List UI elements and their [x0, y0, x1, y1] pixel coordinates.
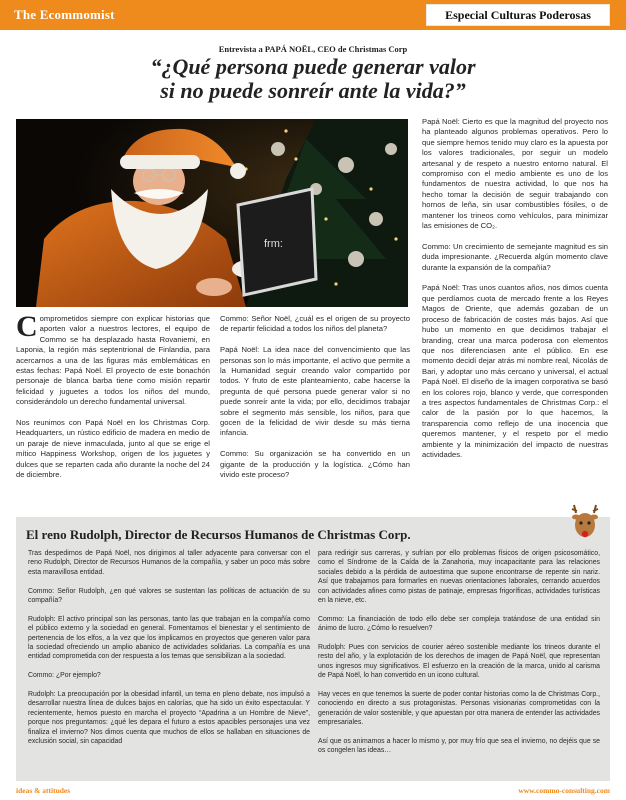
reindeer-icon: [568, 501, 602, 545]
header-bar: [0, 0, 626, 30]
paragraph: Commo: La financiación de todo ello debe ser compleja tratándose de una entidad sin ánimo de lucro. ¿Cómo lo resuelven?: [318, 615, 600, 633]
intro-paragraph: Comprometidos siempre con explicar historias que aporten valor a nuestros lectores, el equipo de Commo se ha desplazado hasta Rovaniemi, en Laponia, la región más septentrional de Finlandia, para acercarnos a una de las figuras más emblemáticas en estas fechas: Papá Noël. El proyecto de este bonachón personaje de blanca barba tiene como misión repartir felicidad y juguetes a todos los niños del mundo, considerándolo un derecho fundamental universal.: [16, 310, 210, 407]
article-column-2: [220, 314, 410, 480]
paragraph: Rudolph: Pues con servicios de courier aéreo sostenible mediante los trineos durante el resto del año, y la explotación de los derechos de imagen de Papá Noël, que representan unos ingresos muy significativos. El esfuerzo en la creación de la marca, unido al carisma de Papá Noël, lo han convertido en un icono cultural.: [318, 644, 600, 680]
paragraph: Commo: Su organización se ha convertido en un gigante de la producción y la logística. ¿Cómo han vivido este proceso?: [220, 449, 410, 480]
paragraph: Rudolph: El activo principal son las personas, tanto las que trabajan en la compañía como el público externo y la sociedad en general. Fomentamos el bienestar y el sentimiento de pertenencia de los elfos, a la vez que los implicamos en proyectos que generen valor para la sociedad ofreciendo un amplio abanico de actividades solidarias. La compañía es una entidad comprometida con der respuesta a los temas que sensibilizan a la sociedad.: [28, 615, 310, 661]
paragraph: Commo: Un crecimiento de semejante magnitud es sin duda impresionante. ¿Recuerda algún momento clave durante la expansión de la compañía?: [422, 241, 608, 272]
magazine-brand: The Ecommomist: [14, 7, 115, 22]
paragraph: Commo: Señor Noël, ¿cuál es el origen de su proyecto de repartir felicidad a todos los niños del planeta?: [220, 314, 410, 334]
paragraph: Commo: ¿Por ejemplo?: [28, 672, 101, 680]
headline-line-1: “¿Qué persona puede generar valor: [150, 54, 476, 79]
headline-line-2: si no puede sonreír ante la vida?”: [160, 78, 466, 103]
footer-tagline: ideas & attitudes: [16, 786, 71, 795]
box-column-1: [28, 549, 310, 756]
paragraph: Nos reunimos con Papá Noël en los Christmas Corp. Headquarters, un rústico edificio de madera en medio de un paraje de nieve inmaculada, junto al que se erige el mítico Happiness Workshop, origen de los juguetes y dulces que se reparten cada año durante la noche del 24 de diciembre.: [16, 418, 210, 480]
santa-photo: [16, 119, 408, 307]
paragraph: Papá Noël: Cierto es que la magnitud del proyecto nos ha planteado algunos problemas operativos. Pero lo que siempre hemos tenido muy claro es la apuesta por los valores tradicionales, por seguir un modelo artesanal y de respeto a nuestro entorno natural. El compromiso con el medio ambiente es uno de los fundamentos de nuestra actividad, lo que nos ha hecho tomar la decisión de seguir trabajando con hornos de leña, sin usar combustibles fósiles, o de mantener los trineos como vehículos, para minimizar las emisiones de CO₂.: [422, 117, 608, 231]
paragraph: Commo: Señor Rudolph, ¿en qué valores se sustentan las políticas de actuación de su compañía?: [28, 587, 310, 605]
santa-illustration: [16, 119, 408, 307]
paragraph: Hay veces en que tenemos la suerte de poder contar historias como la de Christmas Corp., conociendo en directo a sus protagonistas. Personas visionarias comprometidas con la generación de valor sostenible, y que apuestan por otra manera de entender las actividades empresariales.: [318, 691, 600, 727]
paragraph: Tras despedirnos de Papá Noël, nos dirigimos al taller adyacente para conversar con el reno Rudolph, Director de Recursos Humanos de la compañía, y saber un poco más sobre esta maravillosa entidad.: [28, 550, 310, 576]
box-column-2: [318, 549, 600, 765]
headline: [60, 55, 566, 103]
paragraph: Rudolph: La preocupación por la obesidad infantil, un tema en pleno debate, nos impulsó a desarrollar nuestra línea de dulces bajos en calorías, que ha sido un éxito espectacular. Y recientemente, hemos puesto en marcha el proyecto “Apadrina a un Hombre de Nieve”, porque nos preguntamos: ¿qué les depara el futuro a estos apacibles personajes una vez finaliza el invierno? Nos dimos cuenta que muchos de ellos se hallaban en situaciones de exclusión social, sin capacidad: [28, 691, 310, 746]
footer-website-link[interactable]: www.commo-consulting.com: [518, 786, 610, 795]
rudolph-interview-box: [16, 517, 610, 781]
laptop-screen-text: frm:: [264, 238, 283, 250]
drop-cap: C: [16, 310, 38, 343]
paragraph: Papá Noël: La idea nace del convencimiento que las personas son lo más importante, el activo que permite a la Humanidad seguir creando valor compartido por todos. Y fruto de este planteamiento, cabe hacerse la pregunta de qué persona puede generar valor si no puede sonreír ante la vida; por ello, decidimos trabajar sobre el segmento más sensible, los niños, para que gocen de la felicidad de vivir desde su más tierna infancia.: [220, 345, 410, 438]
section-title: Especial Culturas Poderosas: [426, 4, 610, 26]
byline: Entrevista a PAPÁ NOËL, CEO de Christmas Corp: [218, 44, 408, 54]
article-column-1: [16, 310, 210, 480]
box-title: El reno Rudolph, Director de Recursos Humanos de Christmas Corp.: [26, 527, 411, 542]
article-column-3: [422, 117, 608, 460]
paragraph: Papá Noël: Tras unos cuantos años, nos dimos cuenta que perdíamos cuota de mercado frente a los Reyes Magos de Oriente, que además gozaban de un proceso de fabricación de costes más bajos. Así que hubo un momento en que decidimos trabajar el branding, crear una marca poderosa con elementos que nos diferenciasen ante el público. En ese momento decidí dejar atrás mi nombre real, Nicolás de Bari, y adoptar uno más cercano y universal, el actual Papá Noël. El diseño de la imagen corporativa se basó en los colores rojo, blanco y verde, que corresponden a tres aspectos fundamentales de Christmas Corp.: el calor de la pasión por lo que hacemos, la transparencia como reflejo de una inocencia que queremos mantener, y el respeto por el medio ambiente y la minimización del impacto de nuestras actividades.: [422, 283, 608, 459]
paragraph: para redirigir sus carreras, y sufrían por ello problemas físicos de origen psicosomático, como el Síndrome de la Caída de la Zanahoria, muy incapacitante para las relaciones sociales debido a la pérdida de autoestima que supone encontrarse de repente sin nariz. Así que trabajamos para formarles en nuevas orientaciones laborales, cerrando acuerdos con actividades afines como pistas de patinaje, empresas frigoríficas, actividades turísticas en la nieve, etc.: [318, 550, 600, 605]
paragraph: Así que os animamos a hacer lo mismo y, por muy frío que sea el invierno, no dejéis que se os congelen las ideas…: [318, 738, 600, 755]
